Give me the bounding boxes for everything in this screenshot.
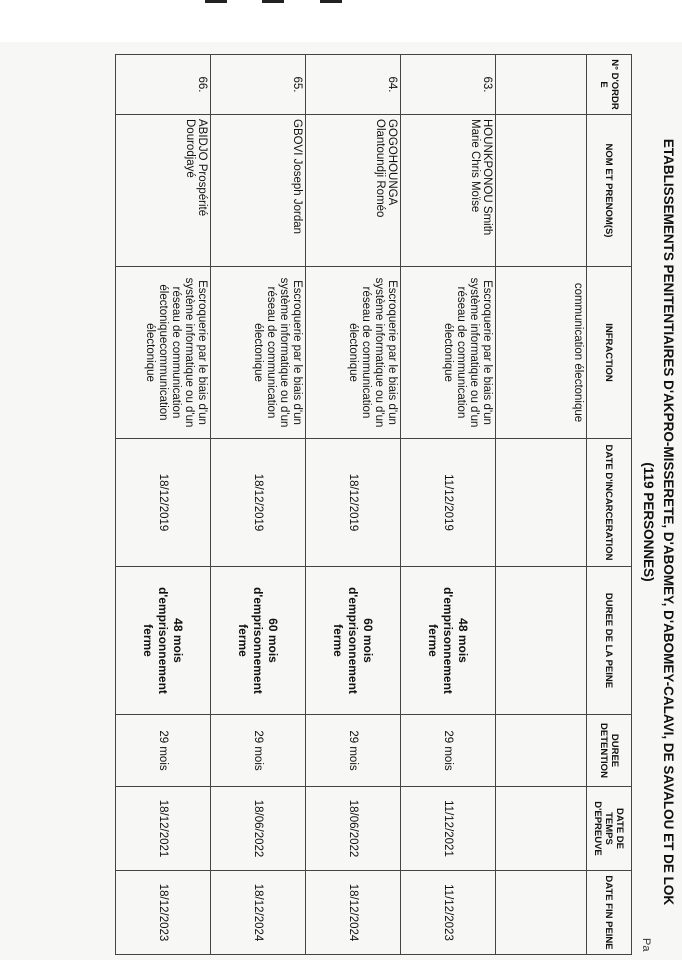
cell-peine: 48 mois d'emprisonnement ferme [401,567,496,715]
col-header-peine: DUREE DE LA PEINE [587,567,632,715]
table-row [496,55,587,955]
cell-date: 18/12/2019 [306,439,401,567]
detainee-table [115,54,632,955]
table-row [401,55,496,955]
cell-infraction: Escroquerie par le biais d'un système informatique ou d'un réseau de communication électonique [306,267,401,439]
title-line-2: (119 PERSONNES) [641,462,656,582]
cell-detention [496,715,587,787]
cell-fin: 18/12/2024 [211,871,306,955]
cell-num: 65. [211,55,306,115]
page-footer-label: Pa [640,938,652,952]
cell-name: GOGOHOUNGA Olantoundji Roméo [306,115,401,267]
cell-infraction: Escroquerie par le biais d'un système informatique ou d'un réseau de communication électonique [401,267,496,439]
table-header-row [587,55,632,955]
table-row [306,55,401,955]
cell-num [496,55,587,115]
cell-epreuve: 18/06/2022 [211,787,306,871]
top-bar [0,0,682,42]
col-header-name: NOM ET PRENOM(S) [587,115,632,267]
rotated-document [0,42,682,960]
col-header-num: N° D'ORDR E [587,55,632,115]
cell-detention: 29 mois [211,715,306,787]
top-dash-3 [320,0,342,3]
cell-epreuve: 11/12/2021 [401,787,496,871]
col-header-fin: DATE FIN PEINE [587,871,632,955]
cell-infraction: communication électonique [496,267,587,439]
col-header-infraction: INFRACTION [587,267,632,439]
cell-date: 18/12/2019 [211,439,306,567]
cell-fin: 18/12/2024 [306,871,401,955]
cell-fin [496,871,587,955]
cell-name: HOUNKPONOU Smith Marie Chris Moïse [401,115,496,267]
cell-date [496,439,587,567]
cell-epreuve: 18/06/2022 [306,787,401,871]
cell-name: GBOVI Joseph Jordan [211,115,306,267]
col-header-epreuve: DATE DE TEMPS D'EPREUVE [587,787,632,871]
cell-peine: 60 mois d'emprisonnement ferme [211,567,306,715]
table-row [211,55,306,955]
cell-peine: 60 mois d'emprisonnement ferme [306,567,401,715]
cell-fin: 11/12/2023 [401,871,496,955]
title-line-1: ETABLISSEMENTS PENITENTIAIRES D'AKPRO-MISSERETE, D'ABOMEY, D'ABOMEY-CALAVI, DE SAVALOU ET DE LOK [661,138,676,906]
col-header-detention: DUREE DETENTION [587,715,632,787]
cell-num: 66. [116,55,211,115]
top-dash-1 [205,0,227,3]
cell-infraction: Escroquerie par le biais d'un système informatique ou d'un réseau de communication électoniquecommunication électonique [116,267,211,439]
col-header-date: DATE D'INCARCERATION [587,439,632,567]
cell-num: 64. [306,55,401,115]
cell-epreuve [496,787,587,871]
cell-fin: 18/12/2023 [116,871,211,955]
cell-peine [496,567,587,715]
cell-infraction: Escroquerie par le biais d'un système informatique ou d'un réseau de communication électonique [211,267,306,439]
cell-epreuve: 18/12/2021 [116,787,211,871]
cell-name [496,115,587,267]
cell-date: 18/12/2019 [116,439,211,567]
cell-detention: 29 mois [116,715,211,787]
cell-detention: 29 mois [401,715,496,787]
cell-name: ABIDJO Prospérité Dourodjayé [116,115,211,267]
cell-detention: 29 mois [306,715,401,787]
top-dash-2 [262,0,284,3]
cell-num: 63. [401,55,496,115]
document-title [638,112,678,932]
table-row [116,55,211,955]
cell-date: 11/12/2019 [401,439,496,567]
cell-peine: 48 mois d'emprisonnement ferme [116,567,211,715]
